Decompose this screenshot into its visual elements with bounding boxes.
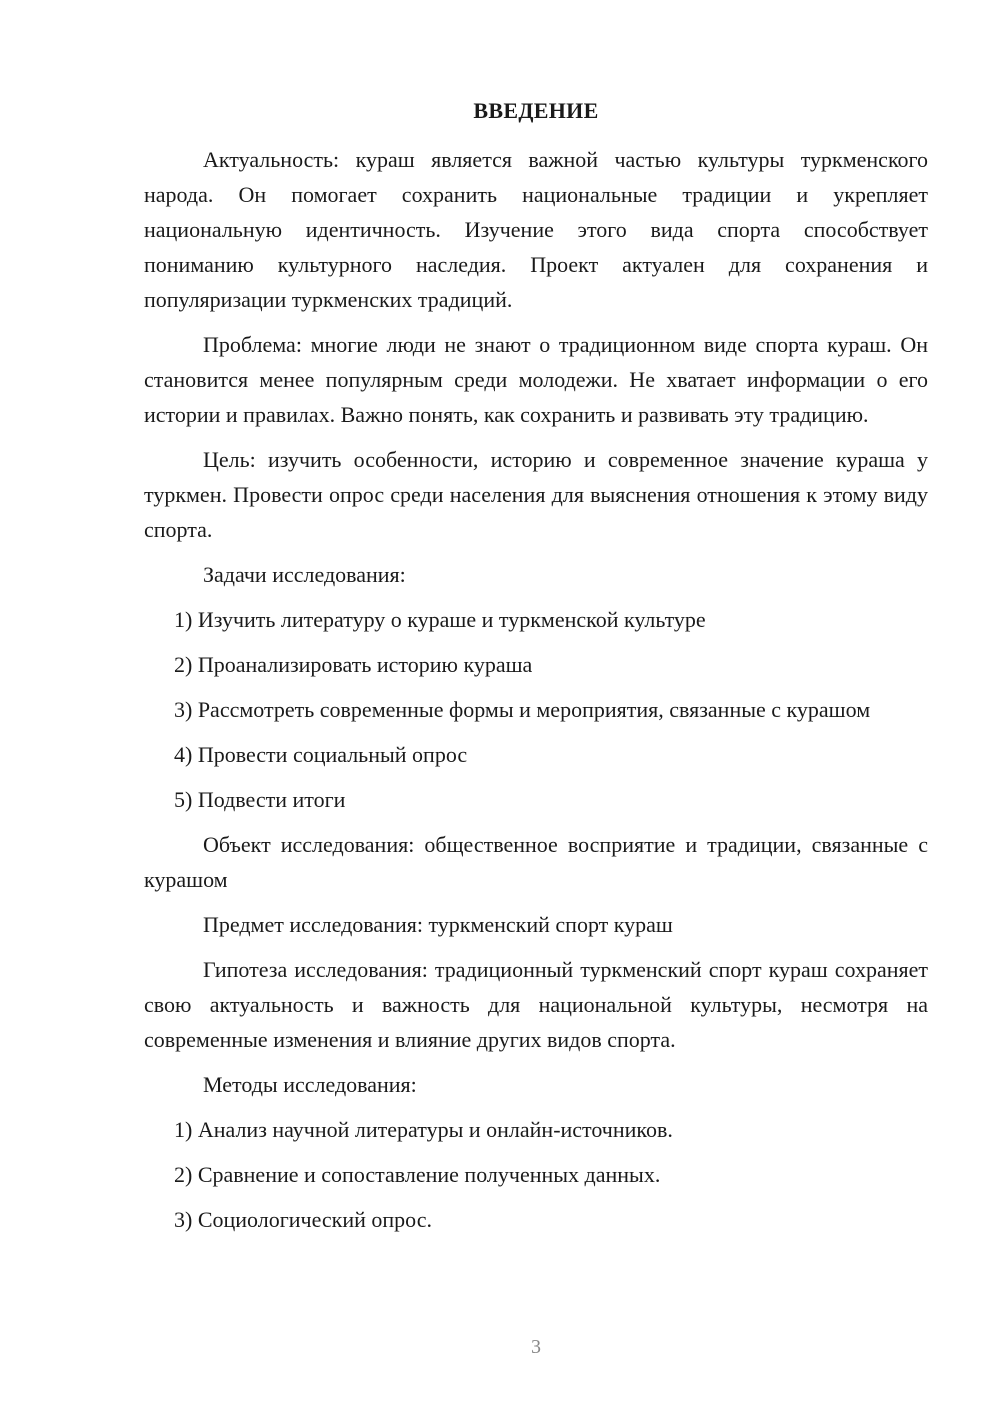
method-item: 1) Анализ научной литературы и онлайн-источников. <box>174 1117 673 1142</box>
page-title: ВВЕДЕНИЕ <box>473 98 599 123</box>
methods-heading: Методы исследования: <box>203 1072 417 1097</box>
task-item: 1) Изучить литературу о кураше и туркменской культуре <box>174 607 706 632</box>
method-item: 2) Сравнение и сопоставление полученных данных. <box>174 1162 661 1187</box>
task-item: 4) Провести социальный опрос <box>174 742 468 767</box>
task-item: 5) Подвести итоги <box>174 787 346 812</box>
task-item: 2) Проанализировать историю кураша <box>174 652 533 677</box>
object-paragraph: Объект исследования: общественное восприятие и традиции, связанные с курашом <box>144 832 928 892</box>
tasks-heading: Задачи исследования: <box>203 562 406 587</box>
subject-paragraph: Предмет исследования: туркменский спорт кураш <box>203 912 673 937</box>
relevance-paragraph: Актуальность: кураш является важной частью культуры туркменского народа. Он помогает сохранить национальные традиции и укрепляет национальную идентичность. Изучение этого вида спорта способствует пониманию культурного наследия. Проект актуален для сохранения и популяризации туркменских традиций. <box>144 147 928 312</box>
document-body <box>144 142 928 1247</box>
hypothesis-paragraph: Гипотеза исследования: традиционный туркменский спорт кураш сохраняет свою актуальность и важность для национальной культуры, несмотря на современные изменения и влияние других видов спорта. <box>144 957 928 1052</box>
method-item: 3) Социологический опрос. <box>174 1207 432 1232</box>
page-number: 3 <box>531 1336 541 1358</box>
problem-paragraph: Проблема: многие люди не знают о традиционном виде спорта кураш. Он становится менее популярным среди молодежи. Не хватает информации о его истории и правилах. Важно понять, как сохранить и развивать эту традицию. <box>144 332 928 427</box>
goal-paragraph: Цель: изучить особенности, историю и современное значение кураша у туркмен. Провести опрос среди населения для выяснения отношения к этому виду спорта. <box>144 447 928 542</box>
task-item: 3) Рассмотреть современные формы и мероприятия, связанные с курашом <box>174 697 871 722</box>
